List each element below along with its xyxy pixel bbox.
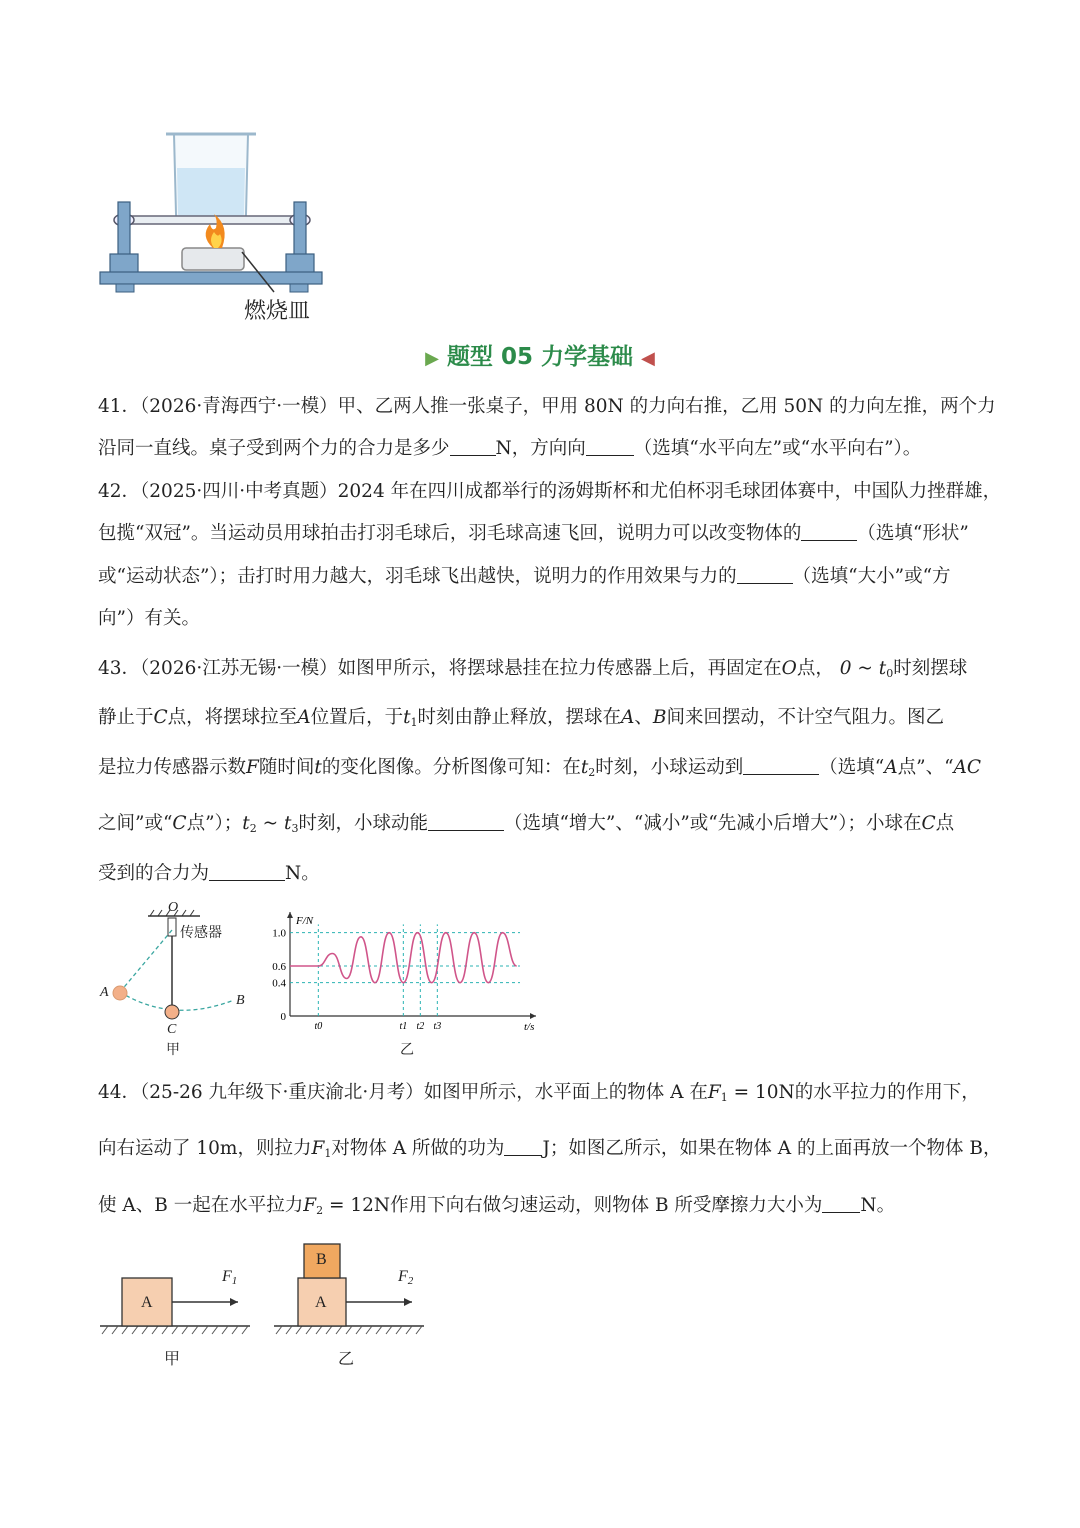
pendulum-label-sensor: 传感器 <box>180 926 222 941</box>
pendulum-label-b: B <box>236 993 245 1008</box>
y-tick-label: 0.6 <box>272 961 286 973</box>
block-figure-jia-caption: 甲 <box>164 1351 181 1368</box>
pendulum-caption: 甲 <box>166 1043 180 1058</box>
x-tick-label: t1 <box>399 1021 408 1032</box>
burner-label: 燃烧皿 <box>244 299 311 324</box>
q41-line2: 沿同一直线。桌子受到两个力的合力是多少 N，方向向 （选填“水平向左”或“水平向右”）。 <box>98 438 922 459</box>
block-a2-label: A <box>315 1294 327 1311</box>
q44-line1: 44．（25-26 九年级下·重庆渝北·月考）如图甲所示，水平面上的物体 A 在$F_1 = 10N$的水平拉力的作用下， <box>98 1082 980 1104</box>
force-curve <box>290 933 517 983</box>
force-time-chart <box>258 906 548 1056</box>
force-f1-label: $F_1$ <box>222 1268 238 1287</box>
section-title <box>0 338 1080 371</box>
q43-line4: 之间”或“C点”）；$t_2$ ~ $t_3$时刻，小球动能 （选填“增大”、“减小”或“先减小后增大”）；小球在C点 <box>98 813 955 835</box>
q42-line4: 向”）有关。 <box>98 608 200 629</box>
x-axis-arrow <box>530 1013 536 1019</box>
y-tick-label: 0 <box>280 1011 286 1023</box>
pendulum-label-o: O <box>168 900 179 915</box>
x-tick-label: t2 <box>416 1021 425 1032</box>
y-tick-label: 1.0 <box>272 927 286 940</box>
q42-line1: 42．（2025·四川·中考真题）2024 年在四川成都举行的汤姆斯杯和尤伯杯羽毛球团体赛中，中国队力挫群雄， <box>98 481 1002 502</box>
q43-line3: 是拉力传感器示数F随时间t的变化图像。分析图像可知：在$t_2$时刻，小球运动到 （选填“A点”、“AC <box>98 757 982 779</box>
y-tick-label: 0.4 <box>272 977 286 990</box>
y-axis-label: F/N <box>296 915 314 927</box>
chart-caption: 乙 <box>400 1043 414 1058</box>
q41-line1: 41．（2026·青海西宁·一模）甲、乙两人推一张桌子，甲用 80N 的力向右推，乙用 50N 的力向左推，两个力 <box>98 396 996 417</box>
pendulum-label-c: C <box>167 1022 177 1037</box>
force-f2-label: $F_2$ <box>398 1268 414 1287</box>
x-tick-label: t3 <box>433 1021 442 1032</box>
section-title-text: 题型 05 力学基础 <box>446 344 634 370</box>
q42-line2: 包揽“双冠”。当运动员用球拍击打羽毛球后，羽毛球高速飞回，说明力可以改变物体的 （选填“形状” <box>98 523 969 544</box>
x-tick-label: t0 <box>314 1021 323 1032</box>
block-a-label: A <box>141 1294 153 1311</box>
block-figure-yi <box>272 1240 430 1344</box>
block-b-label: B <box>316 1251 327 1268</box>
q42-line3: 或“运动状态”）；击打时用力越大，羽毛球飞出越快，说明力的作用效果与力的 （选填“大小”或“方 <box>98 566 951 587</box>
q44-line3: 使 A、B 一起在水平拉力$F_2 = 12N$作用下向右做匀速运动，则物体 B 所受摩擦力大小为 N。 <box>98 1195 896 1217</box>
q43-line2: 静止于C点，将摆球拉至A位置后，于$t_1$时刻由静止释放，摆球在A、B间来回摆动，不计空气阻力。图乙 <box>98 707 945 729</box>
pendulum-label-a: A <box>100 985 109 1000</box>
triangle-right-icon: ▶ <box>425 348 439 369</box>
triangle-left-icon: ◀ <box>641 348 655 369</box>
q43-line5: 受到的合力为 N。 <box>98 863 320 884</box>
q44-line2: 向右运动了 10m，则拉力$F_1$对物体 A 所做的功为 J；如图乙所示，如果在物体 A 的上面再放一个物体 B， <box>98 1138 1002 1160</box>
x-axis-label: t/s <box>524 1021 535 1033</box>
y-axis-arrow <box>287 912 293 918</box>
q43-line1: 43．（2026·江苏无锡·一模）如图甲所示，将摆球悬挂在拉力传感器上后，再固定在O点， 0 ~ $t_0$时刻摆球 <box>98 658 968 680</box>
block-figure-yi-caption: 乙 <box>338 1351 355 1368</box>
